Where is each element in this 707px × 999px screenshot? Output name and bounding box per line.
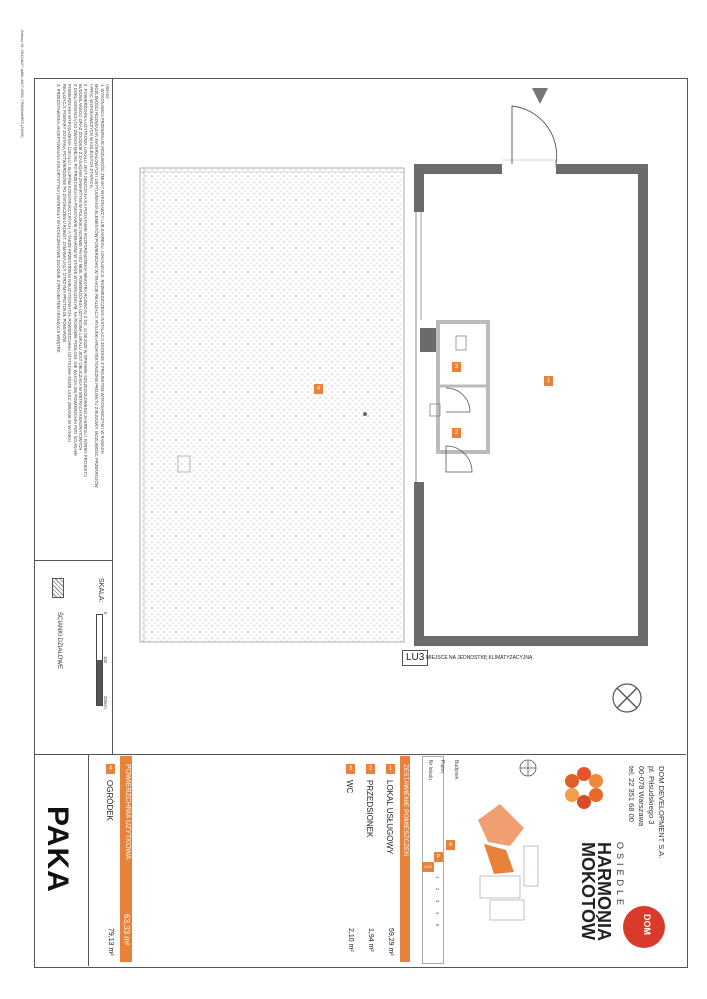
floor-number: 1 [435, 876, 440, 879]
rooms-row-name: LOKAL USŁUGOWY [385, 780, 394, 855]
info-label-budynek: Budynek [453, 760, 459, 780]
dom-badge-label: DOM [642, 914, 652, 935]
notes-line: BUDOWLANEGO ORAZ ZGODNIE Z ZASADAMI ZAWARTYMI W POLSKIEJ NORMIE PN-ISO 9836. POWIERZCHNIA UŻYTKOWA LOKALU JEST OBLICZANA W METRACH KWADRATOWYCH [77, 84, 83, 451]
notes-line: 2. POWIERZCHNIA UŻYTKOWA LOKALU JEST OBLICZANA NA PODSTAWIE ROZPORZĄDZENIA MINISTRA ROZWOJU Z DN. 11.09.2020 W SPRAWIE SZCZEGÓŁOWEGO ZAKRESU I FORMY PROJEKTU [83, 84, 89, 478]
info-value-budynek: A [446, 840, 455, 850]
notes-line: 1. WYKONAWCA PRZEWIDUJE MOŻLIWOŚĆ ZMIANY WYKONAWCY LUB ZAKRESU, LOKALIZACJI, ROZMIESZCZENIA INSTALACJI ZGODNIE Z PROJEKTEM WYKONAWCZYM I W RAMACH [99, 84, 105, 454]
garden-row-area: 79,13 m² [107, 928, 114, 956]
info-label-pietro: Piętro [439, 760, 445, 774]
unit-code-label: LU3 [402, 650, 428, 666]
paka-logo: PAKA [41, 806, 74, 893]
rooms-row-name: PRZEDSIONEK [365, 780, 374, 838]
site-plan-thumbnail [478, 804, 538, 920]
notes-title: UWAGI: [105, 84, 110, 100]
scale-label: SKALA: [97, 578, 104, 603]
rooms-row-area: 1,94 m² [367, 928, 374, 952]
notes-line: 3. PRZEDSTAWIONA AKCEPTOWALNA KOLORYSTYKA I MATERIAŁY WYKOŃCZENIOWE ZGODNIE Z PROJEKTEM ARANŻACJI WNĘTRZ. [56, 84, 62, 354]
room-number-3: 3 [452, 362, 461, 372]
floor-number: 3 [435, 900, 440, 903]
rooms-total-value: 63,33 m² [122, 914, 131, 946]
notes-line: MOŻLIWOŚCI ROZWIĄZAŃ MATERIAŁOWYCH I USYTUOWANIA ELEMENTÓW POWIERZCHNI W TRAKCIE REALIZACJI. RYSUNKI ARCHITEKTONICZNE PROJEKTU Z BUDOWY. MOŻLIWOŚĆ PRZEKROJÓW [94, 84, 100, 488]
project-line-3: MOKOTÓW [578, 842, 598, 940]
info-value-lokal: LU3 [422, 862, 434, 872]
garden-row-name: OGRÓDEK [105, 780, 114, 821]
scale-tick-0: 0 [103, 612, 108, 615]
ac-note: MIEJSCE NA JEDNOSTKĘ KLIMATYZACYJNĄ [426, 655, 533, 661]
rooms-row-num: 3 [346, 764, 355, 774]
scale-tick-200: 200cm [103, 696, 108, 709]
project-line-2: HARMONIA [594, 842, 614, 941]
notes-line: Z DOKŁADNOŚCIĄ DO DWÓCH MIEJSC PO PRZECINKU NA PODSTAWIE WYMIARÓW W STANIE WYKOŃCZONYM, NA POZIOMIE PODŁOGI. NIE WLICZA SIĘ POWIERZCHNI POD ŚCIANAMI [72, 84, 78, 456]
legend-label: ŚCIANKI DZIAŁOWE [56, 612, 62, 670]
company-address-1: pl. Piłsudskiego 3 [647, 766, 656, 825]
info-value-pietro: P [434, 852, 443, 862]
notes-line: I PRAC WYKONAWCZYCH W KOLEJNYCH ETAPACH. [88, 84, 94, 189]
scan-id: Arkusz ID: 26124b27-ad6b-4d07-9891-7f96d9eb5f53 (26/36) [20, 30, 25, 138]
room-number-4: 4 [314, 384, 323, 394]
rooms-row-num: 2 [366, 764, 375, 774]
company-address-2: 00-078 Warszawa [637, 766, 646, 827]
room-number-2: 2 [452, 428, 461, 438]
project-name [580, 842, 628, 941]
company-name: DOM DEVELOPMENT S.A. [657, 766, 666, 859]
company-phone: tel. 22 351 68 00 [627, 766, 636, 822]
rooms-row-name: WC [345, 780, 354, 794]
project-line-1: OSIEDLE [615, 842, 625, 910]
notes-line: POWIERZCHNI WYPOSAŻENIA LOKALU I SŁUPÓW KONSTRUKCYJNYCH, A TAKŻE PRZESTRZENI NIEUŻYTKOWYCH. POWIERZCHNIA UŻYTKOWA MOŻE ULEC ZMIANIE W WYNIKU [67, 84, 73, 442]
floor-number: 4 [435, 912, 440, 915]
room-number-1: 1 [544, 376, 553, 386]
notes-line: REALIZACJI, POMIARY ZOSTANĄ POTWIERDZONE PO ZAKOŃCZENIU ROBÓT. ZAMAWIAJĄCY OTRZYMA PROTOKÓŁ POMIARÓW. [61, 84, 67, 344]
rooms-row-num: 1 [386, 764, 395, 774]
rooms-total-label: POWIERZCHNIA UŻYTKOWA [124, 764, 131, 860]
compass-icon [520, 760, 536, 776]
rooms-table-title: ZESTAWIENIE POMIESZCZEŃ [402, 764, 409, 857]
garden-row-num: 4 [106, 764, 115, 774]
rooms-row-area: 59,29 m² [387, 928, 394, 956]
floor-number: 2 [435, 888, 440, 891]
info-label-nr-lokalu: Nr lokalu [427, 760, 433, 780]
rooms-row-area: 2,10 m² [347, 928, 354, 952]
floor-number: 5 [435, 924, 440, 927]
scale-tick-100: 100 [103, 656, 108, 663]
